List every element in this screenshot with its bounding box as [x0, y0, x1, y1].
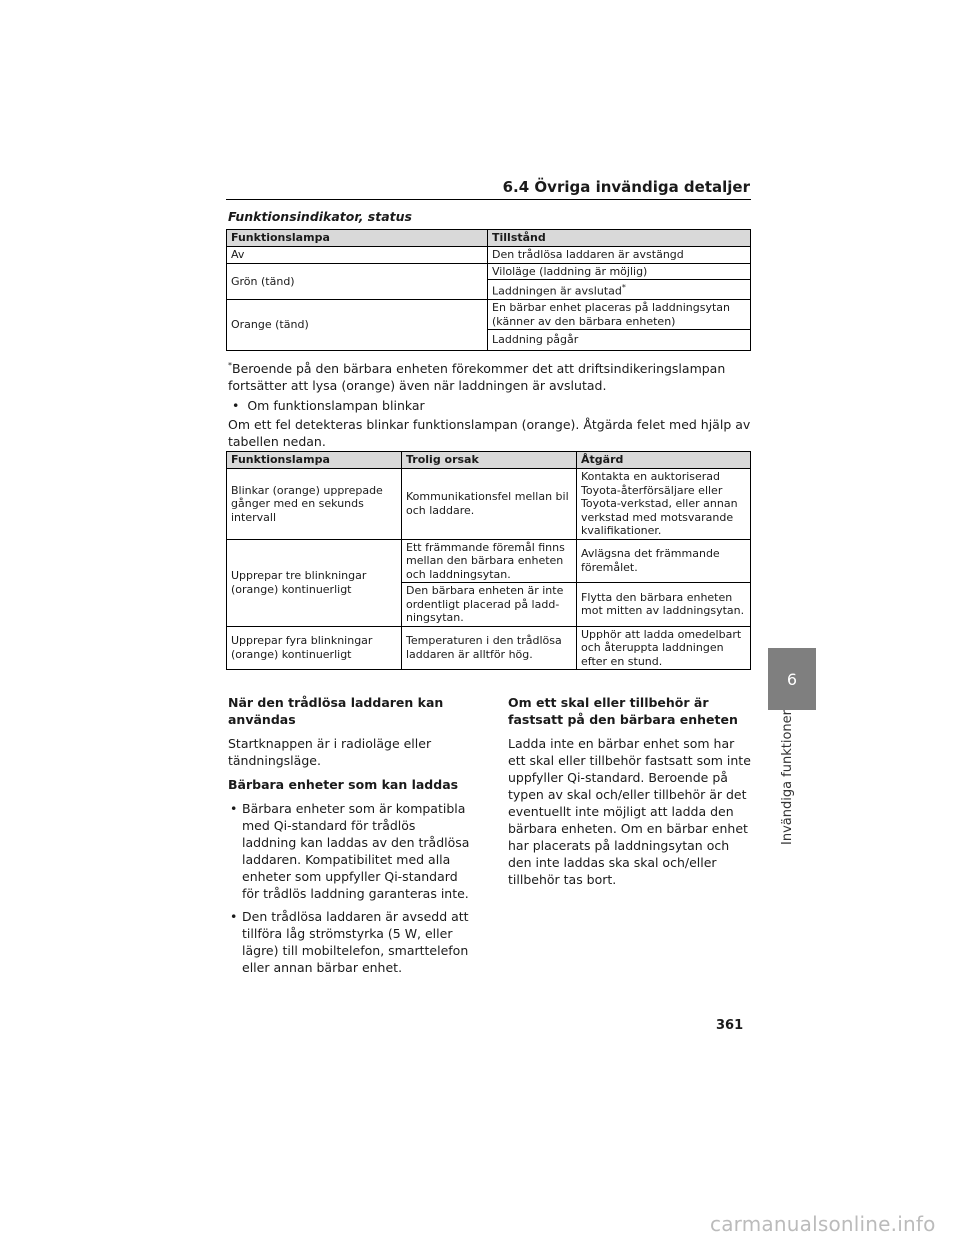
cause-cell: Ett främmande föremål finns mellan den bärbara enheten och laddningsytan.	[402, 539, 577, 583]
chapter-title: Invändiga funktioner	[780, 709, 795, 845]
lamp-cell: Upprepar tre blinkningar (orange) kontinuerligt	[227, 539, 402, 626]
table-row	[227, 469, 751, 540]
footnote-marker: *	[621, 283, 626, 292]
state-cell: Laddning pågår	[488, 330, 751, 351]
lamp-cell: Grön (tänd)	[227, 263, 488, 300]
status-subheading: Funktionsindikator, status	[228, 209, 412, 224]
devices-list	[228, 800, 473, 976]
action-cell: Avlägsna det främmande föremålet.	[577, 539, 751, 583]
list-item: • Bärbara enheter som är kompatibla med Qi-standard för trådlös laddning kan laddas av den trådlösa laddaren. Kompatibilitet med alla enheter som uppfyller Qi-standard för trådlös laddning garanteras inte.	[228, 800, 473, 902]
trouble-col-lamp: Funktionslampa	[227, 452, 402, 469]
action-cell: Kontakta en auktoriserad Toyota-återförsäljare eller Toyota-verkstad, eller annan verkstad med motsvarande kvalifikationer.	[577, 469, 751, 540]
state-cell	[488, 280, 751, 300]
blink-bullet	[232, 397, 752, 414]
footnote-text: Beroende på den bärbara enheten förekommer det att driftsindikeringslampan fortsätter att lysa (orange) även när laddningen är avslutad.	[228, 361, 726, 394]
status-col-lamp: Funktionslampa	[227, 230, 488, 247]
bullet-dot: •	[232, 398, 248, 413]
trouble-col-action: Åtgärd	[577, 452, 751, 469]
lamp-cell: Upprepar fyra blinkningar (orange) kontinuerligt	[227, 626, 402, 670]
table-row	[227, 300, 751, 330]
table-row	[227, 263, 751, 280]
action-cell: Flytta den bärbara enheten mot mitten av laddningsytan.	[577, 583, 751, 627]
list-item: • Den trådlösa laddaren är avsedd att tillföra låg strömstyrka (5 W, eller lägre) till mobiltelefon, smarttelefon eller annan bärbar enhet.	[228, 908, 473, 976]
state-cell: Den trådlösa laddaren är avstängd	[488, 247, 751, 264]
case-text: Ladda inte en bärbar enhet som har ett skal eller tillbehör fastsatt som inte uppfyller Qi-standard. Beroende på typen av skal och/eller tillbehör är det eventuellt inte möjligt att ladda den bärbara enheten. Om en bärbar enhet har placerats på laddningsytan och den inte laddas ska skal och/eller tillbehör tas bort.	[508, 736, 751, 887]
left-column	[228, 694, 473, 982]
cause-cell: Temperaturen i den trådlösa laddaren är alltför hög.	[402, 626, 577, 670]
chapter-number: 6	[786, 669, 798, 689]
page-number: 361	[716, 1018, 744, 1033]
section-title: 6.4 Övriga invändiga detaljer	[502, 178, 750, 196]
state-text: Laddningen är avslutad	[492, 284, 622, 298]
right-column	[508, 694, 753, 895]
status-col-state: Tillstånd	[488, 230, 751, 247]
table-row	[227, 247, 751, 264]
state-cell: Viloläge (laddning är möjlig)	[488, 263, 751, 280]
table-row	[227, 626, 751, 670]
chapter-side-label	[768, 709, 816, 850]
chapter-tab	[768, 648, 816, 710]
title-rule	[226, 199, 751, 200]
footnote-marker: *	[228, 361, 232, 370]
usage-heading: När den trådlösa laddaren kan användas	[228, 695, 444, 727]
lamp-cell: Blinkar (orange) upprepade gånger med en sekunds intervall	[227, 469, 402, 540]
devices-heading: Bärbara enheter som kan laddas	[228, 777, 459, 792]
cause-cell: Kommunikationsfel mellan bil och laddare.	[402, 469, 577, 540]
state-cell: En bärbar enhet placeras på laddningsytan (känner av den bärbara enheten)	[488, 300, 751, 330]
trouble-table	[226, 451, 751, 670]
table-row	[227, 539, 751, 583]
action-cell: Upphör att ladda omedelbart och återuppta laddningen efter en stund.	[577, 626, 751, 670]
usage-text: Startknappen är i radioläge eller tändningsläge.	[228, 736, 432, 768]
case-heading: Om ett skal eller tillbehör är fastsatt på den bärbara enheten	[508, 695, 738, 727]
cause-cell: Den bärbara enheten är inte ordentligt placerad på laddningsytan.	[402, 583, 577, 627]
lamp-cell: Orange (tänd)	[227, 300, 488, 351]
watermark: carmanualsonline.info	[710, 1212, 936, 1236]
blink-intro: Om ett fel detekteras blinkar funktionslampan (orange). Åtgärda felet med hjälp av tabellen nedan.	[228, 417, 751, 449]
blink-bullet-text: Om funktionslampan blinkar	[247, 398, 425, 413]
footnote	[228, 357, 753, 394]
lamp-cell: Av	[227, 247, 488, 264]
status-table	[226, 229, 751, 351]
trouble-col-cause: Trolig orsak	[402, 452, 577, 469]
